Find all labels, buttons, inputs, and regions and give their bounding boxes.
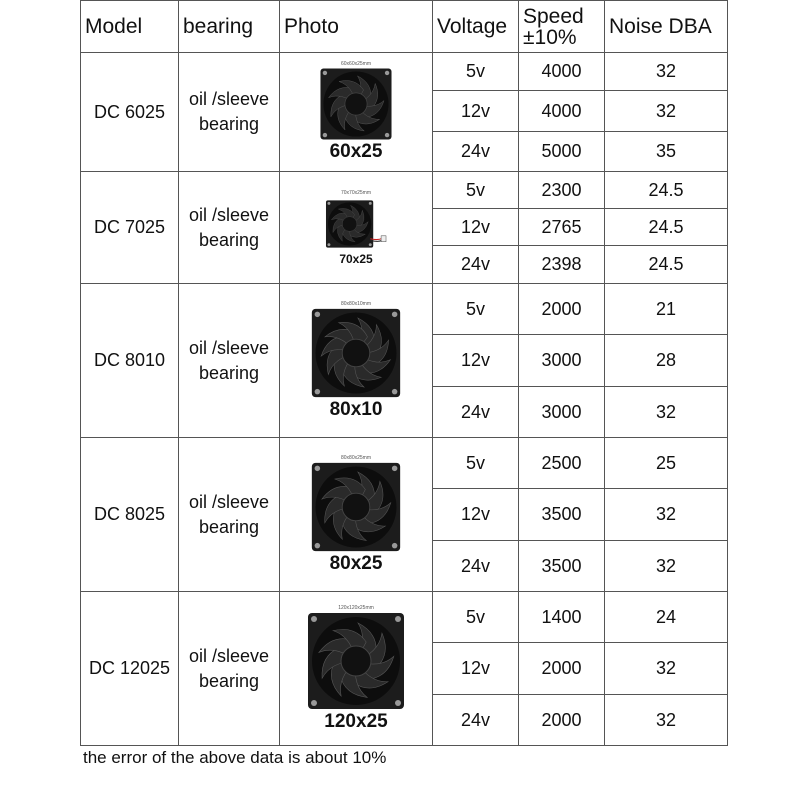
table-row <box>81 438 728 489</box>
speed-cell: 2398 <box>519 246 605 284</box>
voltage-cell: 5v <box>433 592 519 643</box>
photo-cell <box>280 284 433 438</box>
speed-cell: 2000 <box>519 284 605 335</box>
bearing-word: bearing <box>198 229 260 250</box>
header-noise: Noise DBA <box>605 1 728 53</box>
noise-cell: 32 <box>605 91 728 132</box>
table-row <box>81 53 728 91</box>
noise-cell: 32 <box>605 695 728 746</box>
fan-spec-table <box>80 0 728 746</box>
noise-cell: 32 <box>605 387 728 438</box>
noise-cell: 32 <box>605 489 728 541</box>
voltage-cell: 5v <box>433 53 519 91</box>
noise-cell: 28 <box>605 335 728 387</box>
photo-size-label: 60x25 <box>329 141 383 162</box>
noise-cell: 32 <box>605 53 728 91</box>
header-speed <box>519 1 605 53</box>
fan-photo-icon <box>302 611 410 711</box>
photo-cell <box>280 592 433 746</box>
voltage-cell: 12v <box>433 209 519 246</box>
fan-photo-icon <box>306 307 406 399</box>
noise-cell: 24.5 <box>605 209 728 246</box>
speed-cell: 5000 <box>519 132 605 172</box>
voltage-cell: 5v <box>433 438 519 489</box>
photo-size-caption: 80x80x10mm <box>340 300 371 307</box>
bearing-type: oil /sleeve <box>188 491 270 512</box>
speed-cell: 3000 <box>519 335 605 387</box>
bearing-word: bearing <box>198 516 260 537</box>
bearing-type: oil /sleeve <box>188 89 270 109</box>
bearing-type: oil /sleeve <box>188 337 270 358</box>
noise-cell: 32 <box>605 541 728 592</box>
noise-cell: 32 <box>605 643 728 695</box>
photo-size-caption: 80x80x25mm <box>340 454 371 461</box>
speed-cell: 2300 <box>519 172 605 209</box>
bearing-cell <box>179 53 280 172</box>
speed-cell: 3500 <box>519 489 605 541</box>
footnote: the error of the above data is about 10% <box>83 748 387 767</box>
noise-cell: 25 <box>605 438 728 489</box>
voltage-cell: 24v <box>433 541 519 592</box>
bearing-cell <box>179 592 280 746</box>
bearing-cell <box>179 172 280 284</box>
table-row <box>81 172 728 209</box>
photo-size-label: 80x10 <box>329 398 383 420</box>
model-cell: DC 7025 <box>81 172 179 284</box>
photo-cell <box>280 438 433 592</box>
header-bearing: bearing <box>179 1 280 53</box>
noise-cell: 24 <box>605 592 728 643</box>
table-row <box>81 592 728 643</box>
voltage-cell: 24v <box>433 695 519 746</box>
photo-size-caption: 120x120x25mm <box>338 604 374 611</box>
voltage-cell: 12v <box>433 91 519 132</box>
speed-cell: 2500 <box>519 438 605 489</box>
photo-size-label: 120x25 <box>324 710 388 732</box>
photo-cell <box>280 53 433 172</box>
model-cell: DC 8010 <box>81 284 179 438</box>
bearing-type: oil /sleeve <box>188 645 270 666</box>
noise-cell: 24.5 <box>605 246 728 284</box>
voltage-cell: 12v <box>433 489 519 541</box>
header-speed-label: Speed <box>523 4 584 28</box>
fan-photo-icon <box>325 196 387 252</box>
photo-size-caption: 60x60x25mm <box>340 61 371 67</box>
bearing-type: oil /sleeve <box>188 204 270 225</box>
noise-cell: 21 <box>605 284 728 335</box>
voltage-cell: 24v <box>433 132 519 172</box>
voltage-cell: 5v <box>433 284 519 335</box>
model-cell: DC 12025 <box>81 592 179 746</box>
photo-cell <box>280 172 433 284</box>
speed-cell: 3000 <box>519 387 605 438</box>
voltage-cell: 5v <box>433 172 519 209</box>
bearing-cell <box>179 284 280 438</box>
photo-size-caption: 70x70x25mm <box>340 189 371 196</box>
voltage-cell: 24v <box>433 387 519 438</box>
table-body <box>81 53 728 746</box>
voltage-cell: 12v <box>433 643 519 695</box>
bearing-word: bearing <box>198 670 260 691</box>
header-row <box>81 1 728 53</box>
photo-size-label: 80x25 <box>329 552 383 574</box>
header-photo: Photo <box>280 1 433 53</box>
bearing-cell <box>179 438 280 592</box>
speed-cell: 3500 <box>519 541 605 592</box>
bearing-word: bearing <box>198 362 260 383</box>
model-cell: DC 8025 <box>81 438 179 592</box>
speed-cell: 1400 <box>519 592 605 643</box>
noise-cell: 24.5 <box>605 172 728 209</box>
header-model: Model <box>81 1 179 53</box>
speed-cell: 4000 <box>519 91 605 132</box>
table-row <box>81 284 728 335</box>
voltage-cell: 12v <box>433 335 519 387</box>
bearing-word: bearing <box>198 114 260 134</box>
noise-cell: 35 <box>605 132 728 172</box>
header-voltage: Voltage <box>433 1 519 53</box>
fan-photo-icon <box>315 67 397 141</box>
voltage-cell: 24v <box>433 246 519 284</box>
header-speed-tolerance: ±10% <box>523 25 577 49</box>
fan-photo-icon <box>306 461 406 553</box>
speed-cell: 2000 <box>519 695 605 746</box>
speed-cell: 2765 <box>519 209 605 246</box>
model-cell: DC 6025 <box>81 53 179 172</box>
speed-cell: 4000 <box>519 53 605 91</box>
speed-cell: 2000 <box>519 643 605 695</box>
photo-size-label: 70x25 <box>339 251 373 266</box>
